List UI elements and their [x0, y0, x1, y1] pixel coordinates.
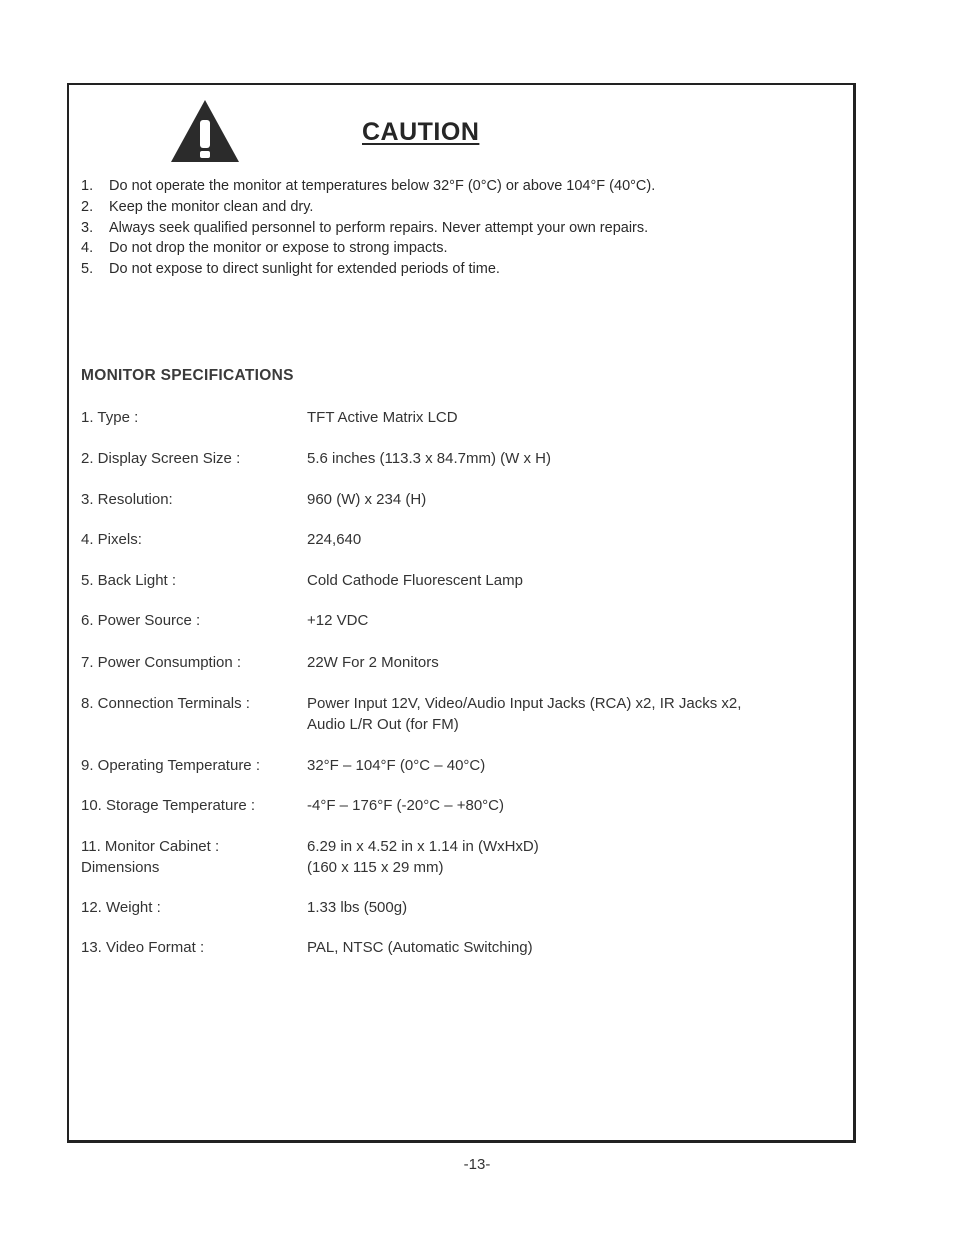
spec-label: 3. Resolution:	[81, 491, 173, 508]
spec-value: +12 VDC	[307, 612, 369, 629]
spec-row-weight	[81, 898, 841, 919]
spec-value: 224,640	[307, 531, 362, 548]
spec-value: PAL, NTSC (Automatic Switching)	[307, 939, 533, 956]
caution-item-text: Keep the monitor clean and dry.	[109, 198, 314, 215]
spec-value: 5.6 inches (113.3 x 84.7mm) (W x H)	[307, 450, 551, 467]
spec-label: 10. Storage Temperature :	[81, 797, 255, 814]
caution-title: CAUTION	[362, 118, 480, 146]
spec-label: 12. Weight :	[81, 899, 161, 916]
spec-value: TFT Active Matrix LCD	[307, 409, 458, 426]
spec-row-resolution	[81, 490, 841, 511]
spec-value: -4°F – 176°F (-20°C – +80°C)	[307, 797, 504, 814]
spec-value: Power Input 12V, Video/Audio Input Jacks (RCA) x2, IR Jacks x2, Audio L/R Out (for FM)	[307, 695, 742, 733]
spec-label: 1. Type :	[81, 409, 139, 426]
spec-value: 6.29 in x 4.52 in x 1.14 in (WxHxD) (160 x 115 x 29 mm)	[307, 838, 539, 876]
caution-item: 3. Always seek qualified personnel to perform repairs. Never attempt your own repairs.	[81, 218, 841, 239]
spec-row-back-light	[81, 571, 841, 592]
caution-item-text: Do not expose to direct sunlight for extended periods of time.	[109, 261, 500, 278]
spec-value: 32°F – 104°F (0°C – 40°C)	[307, 757, 486, 774]
spec-row-video-format	[81, 938, 841, 959]
warning-triangle-icon	[169, 98, 241, 164]
caution-list	[81, 176, 841, 280]
spec-value: Cold Cathode Fluorescent Lamp	[307, 572, 523, 589]
spec-label: 6. Power Source :	[81, 612, 201, 629]
caution-item-text: Do not operate the monitor at temperatures below 32°F (0°C) or above 104°F (40°C).	[109, 178, 656, 194]
spec-label: 4. Pixels:	[81, 531, 142, 548]
caution-item: 2. Keep the monitor clean and dry.	[81, 197, 841, 218]
caution-item: 5. Do not expose to direct sunlight for extended periods of time.	[81, 259, 841, 280]
spec-row-storage-temperature	[81, 796, 841, 817]
spec-row-power-source	[81, 611, 841, 632]
page-number: -13-	[463, 1156, 491, 1173]
spec-label: 8. Connection Terminals :	[81, 695, 250, 712]
spec-label: 7. Power Consumption :	[81, 654, 242, 671]
spec-row-operating-temperature	[81, 756, 841, 777]
spec-label: 2. Display Screen Size :	[81, 450, 241, 467]
spec-value: 960 (W) x 234 (H)	[307, 491, 427, 508]
spec-label: 13. Video Format :	[81, 939, 205, 956]
spec-label: 11. Monitor Cabinet : Dimensions	[81, 838, 220, 876]
spec-row-monitor-cabinet	[81, 837, 841, 878]
spec-row-power-consumption	[81, 653, 841, 674]
spec-row-connection-terminals	[81, 694, 841, 735]
spec-label: 5. Back Light :	[81, 572, 177, 589]
caution-item-text: Do not drop the monitor or expose to strong impacts.	[109, 240, 448, 257]
specs-heading: MONITOR SPECIFICATIONS	[81, 367, 294, 384]
spec-row-display-size	[81, 449, 841, 470]
caution-item-text: Always seek qualified personnel to perform repairs. Never attempt your own repairs.	[109, 219, 649, 236]
spec-value: 22W For 2 Monitors	[307, 654, 439, 671]
spec-value: 1.33 lbs (500g)	[307, 899, 408, 916]
caution-item: 4. Do not drop the monitor or expose to strong impacts.	[81, 238, 841, 259]
spec-row-pixels	[81, 530, 841, 551]
caution-item: 1. Do not operate the monitor at temperatures below 32°F (0°C) or above 104°F (40°C).	[81, 176, 841, 197]
spec-row-type	[81, 408, 841, 429]
spec-label: 9. Operating Temperature :	[81, 757, 260, 774]
